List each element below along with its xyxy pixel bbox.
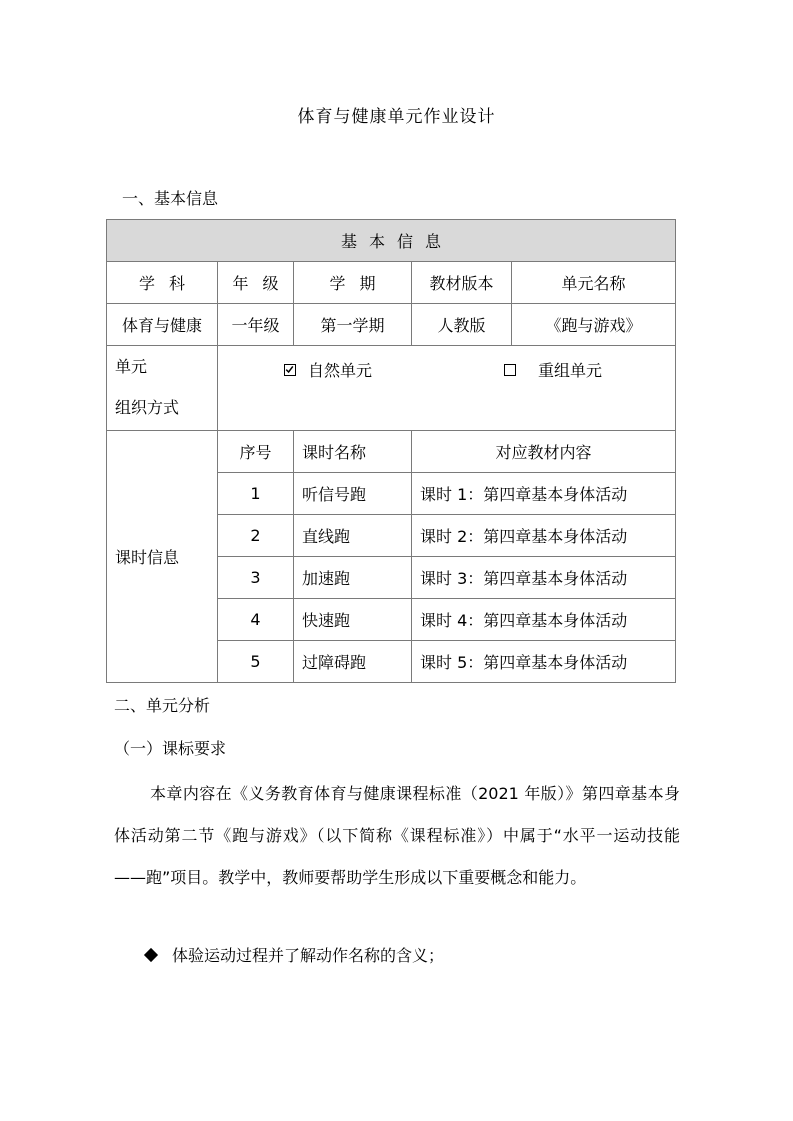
option-regroup-unit[interactable] bbox=[504, 358, 602, 381]
page-title: 体育与健康单元作业设计 bbox=[297, 107, 496, 127]
org-label-line2: 组织方式 bbox=[115, 398, 180, 417]
lesson-no: 1 bbox=[218, 473, 294, 515]
subsection-heading-standards: （一）课标要求 bbox=[114, 739, 227, 758]
col-textbook-edition: 教材版本 bbox=[412, 262, 512, 304]
col-grade: 年级 bbox=[218, 262, 294, 304]
checked-checkbox-icon[interactable] bbox=[284, 364, 296, 376]
lesson-no: 5 bbox=[218, 641, 294, 683]
section-heading-unit-analysis: 二、单元分析 bbox=[114, 696, 211, 715]
basic-info-table bbox=[106, 219, 676, 683]
lesson-no: 4 bbox=[218, 599, 294, 641]
lesson-name: 过障碍跑 bbox=[294, 641, 412, 683]
lesson-content: 课时 2：第四章基本身体活动 bbox=[412, 515, 676, 557]
lesson-no: 2 bbox=[218, 515, 294, 557]
lesson-content: 课时 5：第四章基本身体活动 bbox=[412, 641, 676, 683]
table-header: 基本信息 bbox=[107, 220, 676, 262]
org-options bbox=[218, 346, 676, 431]
org-label-line1: 单元 bbox=[115, 357, 148, 376]
org-label bbox=[107, 346, 218, 431]
lessons-col-content: 对应教材内容 bbox=[412, 431, 676, 473]
bullet-item bbox=[144, 943, 444, 966]
section-heading-basic-info: 一、基本信息 bbox=[122, 189, 219, 208]
value-semester: 第一学期 bbox=[294, 304, 412, 346]
col-subject: 学科 bbox=[107, 262, 218, 304]
option-natural-label: 自然单元 bbox=[308, 361, 373, 380]
lessons-label: 课时信息 bbox=[107, 431, 218, 683]
bullet-text: 体验运动过程并了解动作名称的含义； bbox=[172, 946, 445, 965]
option-natural-unit[interactable] bbox=[284, 358, 372, 381]
lesson-content: 课时 4：第四章基本身体活动 bbox=[412, 599, 676, 641]
value-unit-name: 《跑与游戏》 bbox=[512, 304, 676, 346]
lessons-col-no: 序号 bbox=[218, 431, 294, 473]
option-regroup-label: 重组单元 bbox=[538, 361, 603, 380]
value-textbook-edition: 人教版 bbox=[412, 304, 512, 346]
checkbox-icon[interactable] bbox=[504, 364, 516, 376]
col-semester: 学期 bbox=[294, 262, 412, 304]
col-unit-name: 单元名称 bbox=[512, 262, 676, 304]
lesson-name: 直线跑 bbox=[294, 515, 412, 557]
diamond-bullet-icon bbox=[144, 947, 158, 961]
lessons-col-name: 课时名称 bbox=[294, 431, 412, 473]
lesson-name: 快速跑 bbox=[294, 599, 412, 641]
lesson-name: 听信号跑 bbox=[294, 473, 412, 515]
body-paragraph: 本章内容在《义务教育体育与健康课程标准（2021 年版）》第四章基本身体活动第二节《跑与游戏》（以下简称《课程标准》）中属于“水平一运动技能——跑”项目。教学中，教师要帮助学生形成以下重要概念和能力。 bbox=[114, 784, 680, 887]
lesson-content: 课时 1：第四章基本身体活动 bbox=[412, 473, 676, 515]
value-grade: 一年级 bbox=[218, 304, 294, 346]
lesson-name: 加速跑 bbox=[294, 557, 412, 599]
lesson-no: 3 bbox=[218, 557, 294, 599]
lesson-content: 课时 3：第四章基本身体活动 bbox=[412, 557, 676, 599]
value-subject: 体育与健康 bbox=[107, 304, 218, 346]
